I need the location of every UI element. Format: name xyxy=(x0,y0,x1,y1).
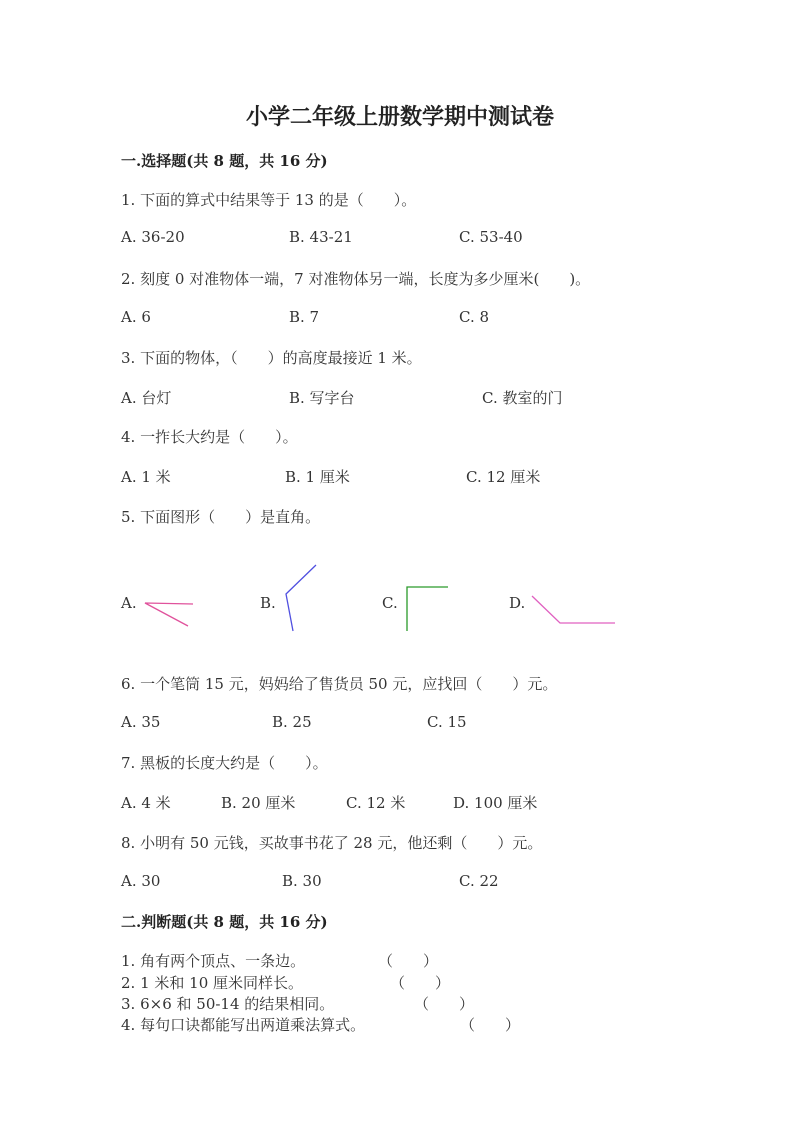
q7-option-b: B. 20 厘米 xyxy=(221,794,296,812)
q7-option-d: D. 100 厘米 xyxy=(453,794,538,812)
q5-option-b: B. xyxy=(260,594,276,612)
q4-option-a: A. 1 米 xyxy=(121,468,171,486)
q1-option-b: B. 43-21 xyxy=(289,228,353,246)
judge-item-1: 1. 角有两个顶点、一条边。 xyxy=(121,952,306,970)
question-8: 8. 小明有 50 元钱，买故事书花了 28 元，他还剩（ ）元。 xyxy=(121,834,543,852)
q2-option-b: B. 7 xyxy=(289,308,320,326)
q3-option-a: A. 台灯 xyxy=(121,389,172,407)
q1-option-a: A. 36-20 xyxy=(121,228,185,246)
q1-option-c: C. 53-40 xyxy=(459,228,523,246)
q7-option-c: C. 12 米 xyxy=(346,794,406,812)
q6-option-b: B. 25 xyxy=(272,713,312,731)
angle-figure-a xyxy=(145,603,193,626)
section-heading-judge: 二.判断题(共 8 题，共 16 分) xyxy=(121,913,328,931)
q4-option-b: B. 1 厘米 xyxy=(285,468,350,486)
page-title: 小学二年级上册数学期中测试卷 xyxy=(245,104,554,130)
section-heading-choice: 一.选择题(共 8 题，共 16 分) xyxy=(121,152,328,170)
q4-option-c: C. 12 厘米 xyxy=(466,468,541,486)
judge-item-4: 4. 每句口诀都能写出两道乘法算式。 xyxy=(121,1016,366,1034)
question-4: 4. 一拃长大约是（ ）。 xyxy=(121,428,298,446)
judge-item-2-blank: （ ） xyxy=(390,974,451,992)
angle-figure-b xyxy=(286,565,316,631)
question-2: 2. 刻度 0 对准物体一端，7 对准物体另一端，长度为多少厘米( )。 xyxy=(121,270,591,288)
q5-option-c: C. xyxy=(382,594,398,612)
judge-item-1-blank: （ ） xyxy=(378,952,439,970)
question-6: 6. 一个笔筒 15 元，妈妈给了售货员 50 元，应找回（ ）元。 xyxy=(121,675,558,693)
q3-option-c: C. 教室的门 xyxy=(482,389,563,407)
q8-option-a: A. 30 xyxy=(121,872,161,890)
angle-figure-c xyxy=(407,587,448,631)
judge-item-2: 2. 1 米和 10 厘米同样长。 xyxy=(121,974,304,992)
judge-item-4-blank: （ ） xyxy=(460,1016,521,1034)
judge-item-3: 3. 6×6 和 50-14 的结果相同。 xyxy=(121,995,335,1013)
q2-option-a: A. 6 xyxy=(121,308,151,326)
q8-option-c: C. 22 xyxy=(459,872,499,890)
question-3: 3. 下面的物体，（ ）的高度最接近 1 米。 xyxy=(121,349,422,367)
q7-option-a: A. 4 米 xyxy=(121,794,171,812)
angle-figure-d xyxy=(532,596,615,623)
q5-option-a: A. xyxy=(121,594,137,612)
q6-option-c: C. 15 xyxy=(427,713,467,731)
q2-option-c: C. 8 xyxy=(459,308,490,326)
judge-item-3-blank: （ ） xyxy=(414,995,475,1013)
question-1: 1. 下面的算式中结果等于 13 的是（ ）。 xyxy=(121,191,417,209)
question-7: 7. 黑板的长度大约是（ ）。 xyxy=(121,754,328,772)
q6-option-a: A. 35 xyxy=(121,713,161,731)
q5-option-d: D. xyxy=(509,594,526,612)
question-5: 5. 下面图形（ ）是直角。 xyxy=(121,508,321,526)
q8-option-b: B. 30 xyxy=(282,872,322,890)
q3-option-b: B. 写字台 xyxy=(289,389,355,407)
